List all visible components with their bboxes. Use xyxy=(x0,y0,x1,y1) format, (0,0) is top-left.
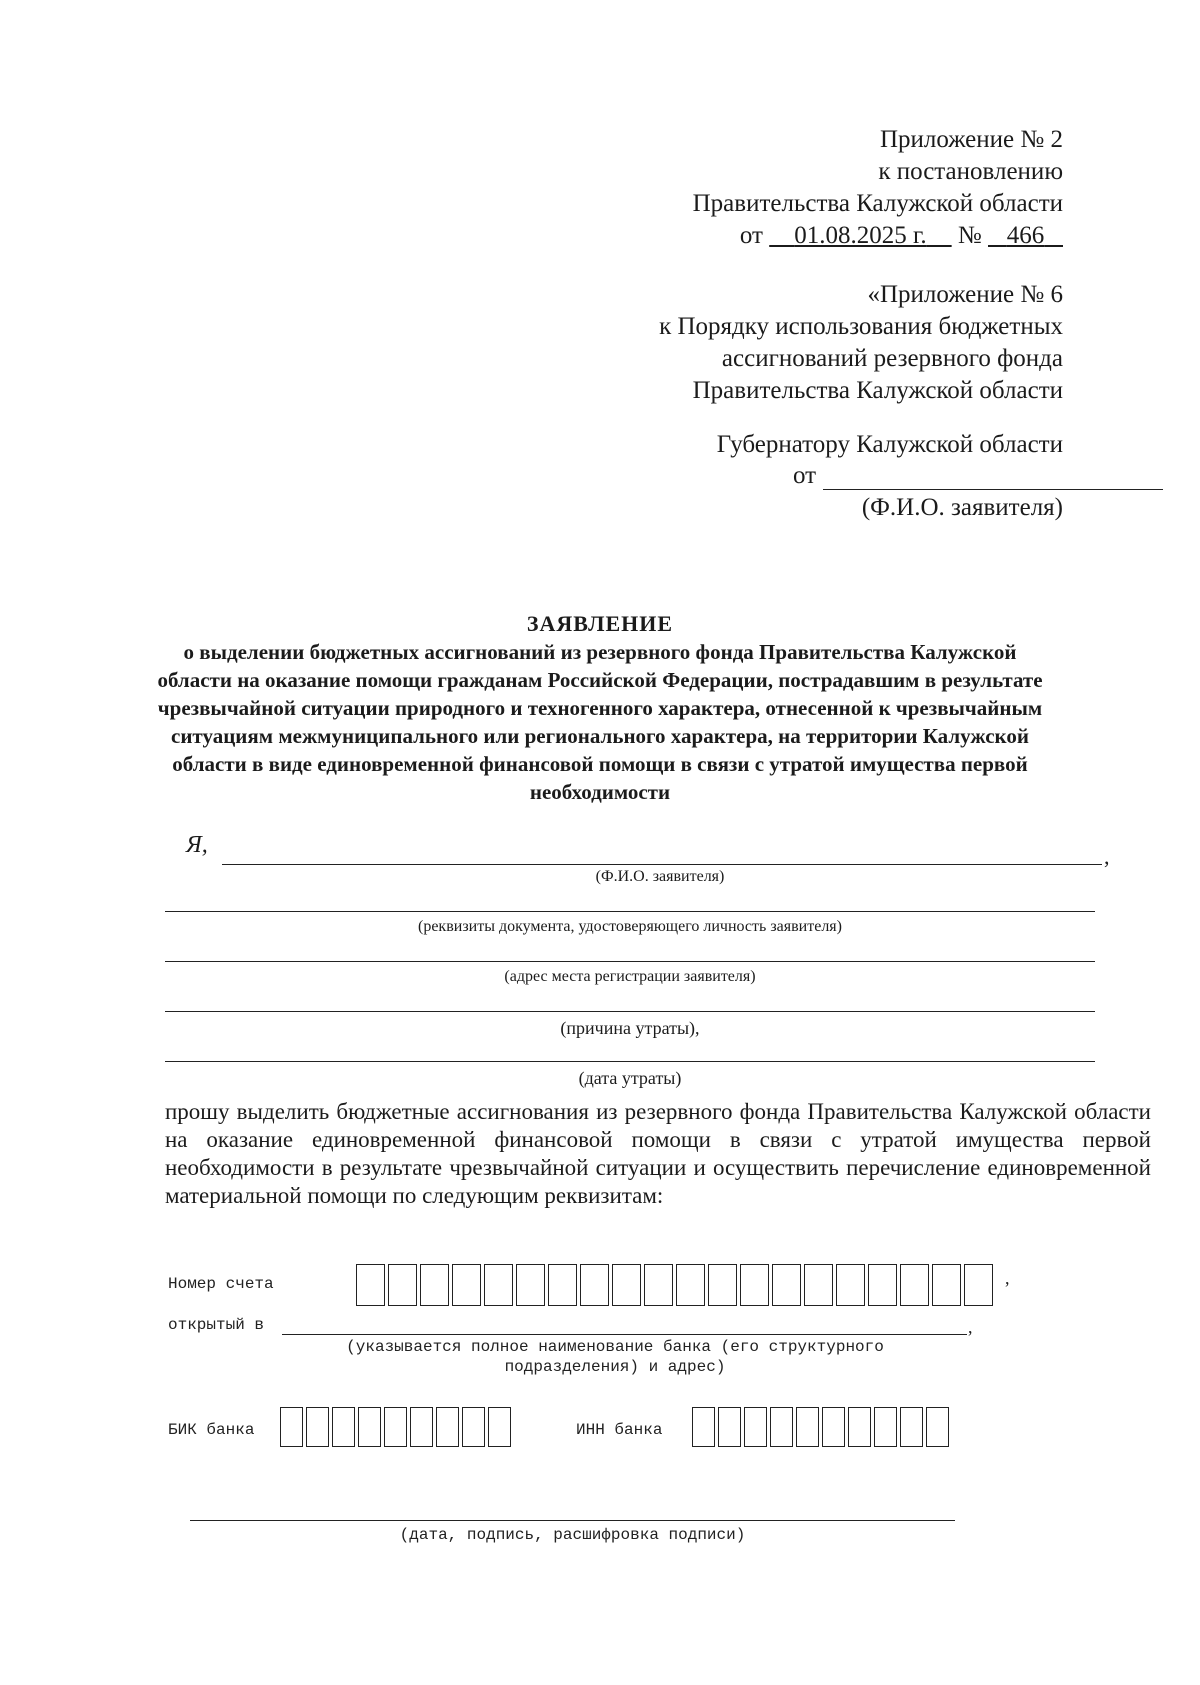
statement-title: ЗАЯВЛЕНИЕ xyxy=(526,611,674,636)
bik-cell[interactable] xyxy=(462,1407,485,1447)
addressee-block xyxy=(717,429,1063,461)
inn-cell[interactable] xyxy=(874,1407,897,1447)
appendix-government-line: Правительства Калужской области xyxy=(692,190,1063,217)
inn-boxes[interactable] xyxy=(692,1407,949,1447)
account-number-cell[interactable] xyxy=(580,1264,609,1306)
bik-cell[interactable] xyxy=(384,1407,407,1447)
bank-name-comma: , xyxy=(968,1317,973,1337)
statement-subtitle: о выделении бюджетных ассигнований из резервного фонда Правительства Калужской области на оказание помощи гражданам Российской Федерации, пострадавшим в результате чрезвычайной ситуации природного и техногенного характера, отнесенной к чрезвычайным ситуациям межмуниципального или регионального характера, на территории Калужской области в виде единовременной финансовой помощи в связи с утратой имущества первой необходимости xyxy=(157,640,1043,804)
inn-cell[interactable] xyxy=(796,1407,819,1447)
signature-line[interactable] xyxy=(190,1520,955,1521)
account-number-boxes[interactable] xyxy=(356,1264,993,1306)
bik-cell[interactable] xyxy=(410,1407,433,1447)
bik-boxes[interactable] xyxy=(280,1407,511,1447)
account-number-cell[interactable] xyxy=(868,1264,897,1306)
bik-cell[interactable] xyxy=(358,1407,381,1447)
inn-cell[interactable] xyxy=(744,1407,767,1447)
inn-label: ИНН банка xyxy=(576,1421,663,1439)
inn-cell[interactable] xyxy=(926,1407,949,1447)
account-number-cell[interactable] xyxy=(900,1264,929,1306)
sub-appendix-line4: Правительства Калужской области xyxy=(692,377,1063,404)
bank-name-caption-2: подразделения) и адрес) xyxy=(504,1358,726,1376)
appendix-header xyxy=(693,124,1063,252)
ya-label: Я, xyxy=(186,832,208,858)
loss-reason-line[interactable] xyxy=(165,1011,1095,1012)
account-number-cell[interactable] xyxy=(676,1264,705,1306)
account-number-cell[interactable] xyxy=(804,1264,833,1306)
bik-cell[interactable] xyxy=(306,1407,329,1447)
inn-cell[interactable] xyxy=(822,1407,845,1447)
opened-in-label: открытый в xyxy=(168,1316,265,1334)
loss-reason-caption: (причина утраты), xyxy=(560,1018,700,1038)
inn-cell[interactable] xyxy=(900,1407,923,1447)
loss-date-line[interactable] xyxy=(165,1061,1095,1062)
account-number-cell[interactable] xyxy=(388,1264,417,1306)
addressee-from-label: от xyxy=(793,462,817,489)
identity-document-caption: (реквизиты документа, удостоверяющего личность заявителя) xyxy=(418,918,842,935)
sub-appendix-header xyxy=(659,279,1063,407)
appendix-date-line: от 01.08.2025 г. № 466 xyxy=(693,220,1063,252)
fio-caption: (Ф.И.О. заявителя) xyxy=(595,868,725,885)
request-paragraph: прошу выделить бюджетные ассигнования из резервного фонда Правительства Калужской области на оказание единовременной финансовой помощи в связи с утратой имущества первой необходимости в результате чрезвычайной ситуации и осуществить перечисление единовременной материальной помощи по следующим реквизитам: xyxy=(165,1099,1151,1208)
appendix-resolution-line: к постановлению xyxy=(878,158,1063,185)
addressee-fio-caption: (Ф.И.О. заявителя) xyxy=(861,494,1063,521)
account-number-cell[interactable] xyxy=(452,1264,481,1306)
sub-appendix-title: «Приложение № 6 xyxy=(867,281,1063,308)
appendix-title: Приложение № 2 xyxy=(879,126,1063,153)
loss-date-caption: (дата утраты) xyxy=(578,1068,682,1088)
address-line[interactable] xyxy=(165,961,1095,962)
addressee-governor: Губернатору Калужской области xyxy=(716,431,1063,458)
account-number-cell[interactable] xyxy=(420,1264,449,1306)
signature-caption: (дата, подпись, расшифровка подписи) xyxy=(399,1526,746,1544)
inn-cell[interactable] xyxy=(718,1407,741,1447)
inn-cell[interactable] xyxy=(848,1407,871,1447)
account-number-cell[interactable] xyxy=(516,1264,545,1306)
bik-cell[interactable] xyxy=(280,1407,303,1447)
account-number-label: Номер счета xyxy=(168,1275,274,1293)
account-number-cell[interactable] xyxy=(356,1264,385,1306)
fio-line[interactable] xyxy=(222,864,1102,865)
sub-appendix-line3: ассигнований резервного фонда xyxy=(721,345,1063,372)
bik-cell[interactable] xyxy=(332,1407,355,1447)
account-number-cell[interactable] xyxy=(644,1264,673,1306)
bik-label: БИК банка xyxy=(168,1421,255,1439)
bik-cell[interactable] xyxy=(436,1407,459,1447)
address-caption: (адрес места регистрации заявителя) xyxy=(504,968,756,985)
account-comma: , xyxy=(1005,1268,1010,1288)
account-number-cell[interactable] xyxy=(548,1264,577,1306)
bank-name-caption-1: (указывается полное наименование банка (его структурного xyxy=(346,1338,884,1356)
account-number-cell[interactable] xyxy=(740,1264,769,1306)
account-number-cell[interactable] xyxy=(932,1264,961,1306)
account-number-cell[interactable] xyxy=(708,1264,737,1306)
resolution-date: 01.08.2025 г. xyxy=(794,222,927,249)
account-number-cell[interactable] xyxy=(964,1264,993,1306)
account-number-cell[interactable] xyxy=(612,1264,641,1306)
account-number-cell[interactable] xyxy=(836,1264,865,1306)
fio-comma: , xyxy=(1104,844,1110,869)
addressee-fio-line[interactable] xyxy=(823,489,1163,490)
account-number-cell[interactable] xyxy=(484,1264,513,1306)
account-number-cell[interactable] xyxy=(772,1264,801,1306)
statement-title-block xyxy=(150,610,1050,806)
bik-cell[interactable] xyxy=(488,1407,511,1447)
resolution-number: 466 xyxy=(1006,222,1045,249)
identity-document-line[interactable] xyxy=(165,911,1095,912)
inn-cell[interactable] xyxy=(692,1407,715,1447)
inn-cell[interactable] xyxy=(770,1407,793,1447)
sub-appendix-line2: к Порядку использования бюджетных xyxy=(659,313,1063,340)
bank-name-line[interactable] xyxy=(282,1334,967,1335)
